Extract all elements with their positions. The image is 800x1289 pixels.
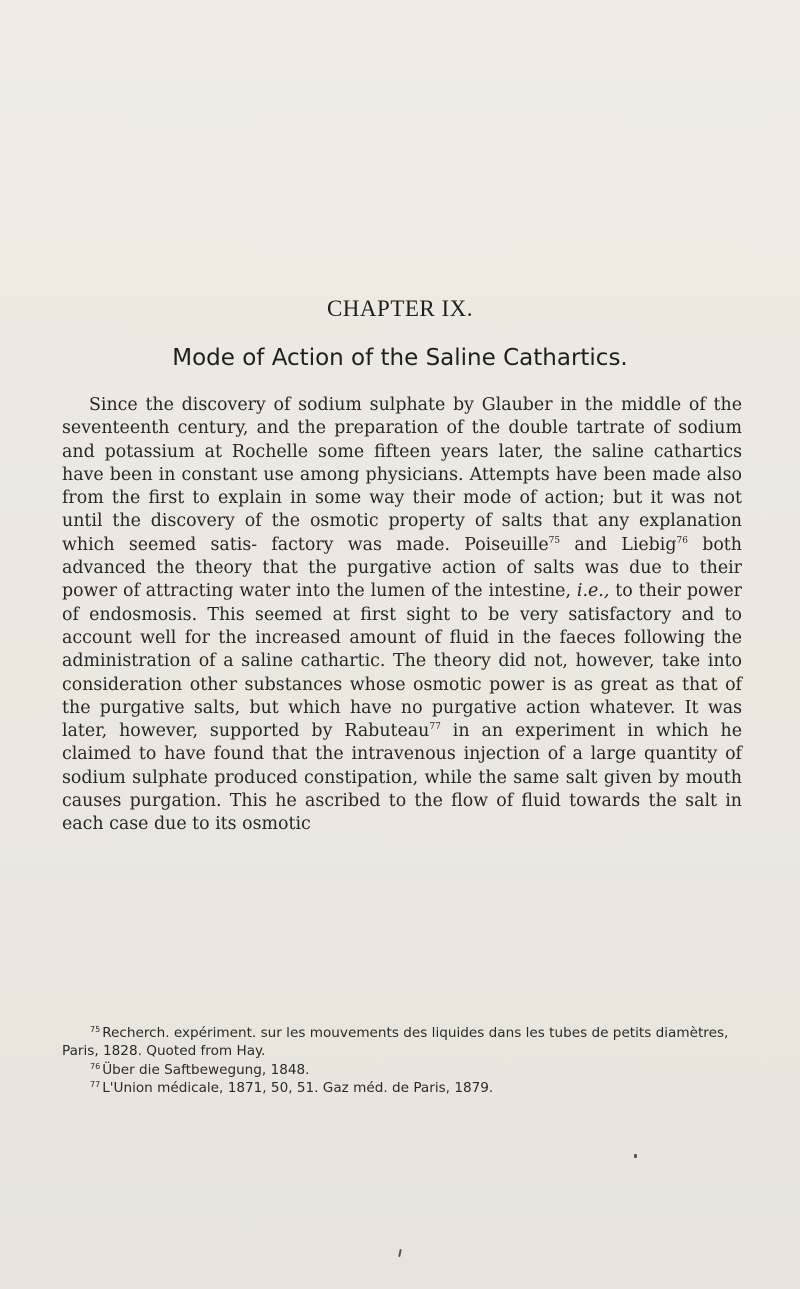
footnote-number: 76 xyxy=(90,1061,101,1071)
text-run: to their power of endosmosis. This seemed at first sight to be very satisfactory and to account well for the increased amount of fluid in the faeces following the administration of a saline cathartic. The theory did not, however, take into consideration other substances whose osmotic power is as great as that of the purgative salts, but which have no purgative action whatever. It was later, however, supported by Rabuteau xyxy=(62,581,742,742)
paragraph xyxy=(62,394,742,837)
footnote-ref: 77 xyxy=(429,722,441,733)
footnote-ref: 75 xyxy=(548,535,561,546)
footnote-number: 75 xyxy=(90,1025,101,1034)
text-run: Since the discovery of sodium sulphate by Glauber in the middle of the seventeenth century, and the preparation of the double tartrate of sodium and potassium at Rochelle some fifteen years later, the saline cathartics have been in constant use among physicians. Attempts have been made also from the first to explain in some way their mode of action; but it was not until the discovery of the osmotic property of salts that any explanation which seemed satis- factory was made. Poiseuille xyxy=(62,395,742,555)
footnote xyxy=(62,1024,742,1061)
footnote xyxy=(62,1061,742,1079)
footnote-text: L'Union médicale, 1871, 50, 51. Gaz méd. de Paris, 1879. xyxy=(102,1079,494,1096)
chapter-heading: CHAPTER IX. xyxy=(326,296,474,321)
footnote-text: Recherch. expériment. sur les mouvements des liquides dans les tubes de petits diamètres, Paris, 1828. Quoted from Hay. xyxy=(62,1025,729,1060)
section-title: Mode of Action of the Saline Cathartics. xyxy=(172,345,628,371)
footnote-number: 77 xyxy=(90,1079,101,1089)
text-run-italic: i.e., xyxy=(576,581,610,602)
text-run: and Liebig xyxy=(560,534,677,555)
print-speck xyxy=(634,1154,637,1158)
footnote xyxy=(62,1079,742,1097)
footnote-text: Über die Saftbewegung, 1848. xyxy=(102,1061,310,1078)
footnote-ref: 76 xyxy=(676,535,688,546)
footnotes xyxy=(62,1024,742,1097)
text-run: in an experiment in which he claimed to have found that the intravenous injection of a large quantity of sodium sulphate produced constipation, while the same salt given by mouth causes purgation. This he ascribed to the flow of fluid towards the salt in each case due to its osmotic xyxy=(62,721,742,835)
print-speck xyxy=(398,1249,402,1257)
text-run: both advanced the theory that the purgative action of salts was due to their power of attracting water into the lumen of the intestine, xyxy=(62,534,742,602)
body-text xyxy=(62,394,742,837)
